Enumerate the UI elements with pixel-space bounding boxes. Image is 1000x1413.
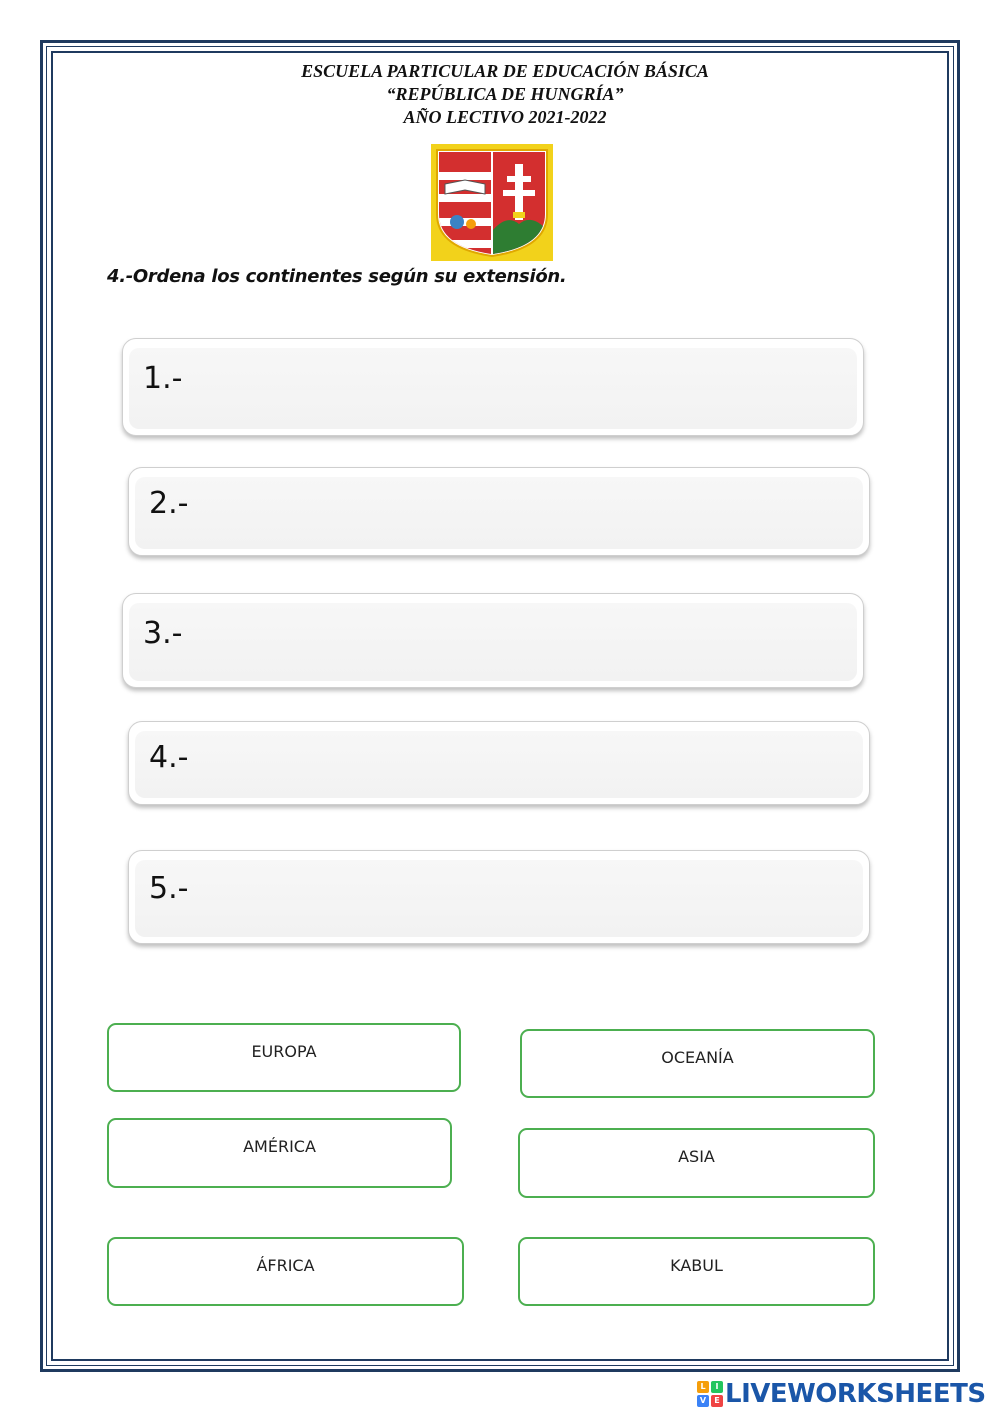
school-name: ESCUELA PARTICULAR DE EDUCACIÓN BÁSICA (301, 61, 709, 81)
answer-slot-5[interactable] (128, 850, 870, 944)
liveworksheets-logo-icon: L I V E (697, 1381, 723, 1407)
answer-slot-2-number: 2.- (149, 486, 189, 521)
option-america[interactable]: AMÉRICA (107, 1118, 452, 1188)
liveworksheets-footer[interactable] (697, 1378, 986, 1410)
instruction-text: 4.-Ordena los continentes según su extensión. (107, 266, 567, 287)
answer-slot-1-field[interactable] (129, 348, 857, 429)
liveworksheets-brand: LIVEWORKSHEETS (725, 1379, 986, 1409)
answer-slot-5-number: 5.- (149, 871, 189, 906)
answer-slot-3-number: 3.- (143, 616, 183, 651)
option-europa[interactable]: EUROPA (107, 1023, 461, 1092)
school-year: AÑO LECTIVO 2021-2022 (403, 107, 607, 127)
answer-slot-4[interactable] (128, 721, 870, 805)
answer-slot-4-field[interactable] (135, 731, 863, 798)
answer-slot-3[interactable] (122, 593, 864, 688)
school-republic: “REPÚBLICA DE HUNGRÍA” (386, 84, 624, 104)
answer-slot-2-field[interactable] (135, 477, 863, 549)
school-header (0, 60, 1000, 129)
option-asia[interactable]: ASIA (518, 1128, 875, 1198)
option-kabul[interactable]: KABUL (518, 1237, 875, 1306)
answer-slot-1-number: 1.- (143, 361, 183, 396)
answer-slot-1[interactable] (122, 338, 864, 436)
school-crest-logo (431, 144, 553, 261)
answer-slot-5-field[interactable] (135, 860, 863, 937)
option-oceania[interactable]: OCEANÍA (520, 1029, 875, 1098)
answer-slot-3-field[interactable] (129, 603, 857, 681)
answer-slot-2[interactable] (128, 467, 870, 556)
answer-slot-4-number: 4.- (149, 740, 189, 775)
option-africa[interactable]: ÁFRICA (107, 1237, 464, 1306)
